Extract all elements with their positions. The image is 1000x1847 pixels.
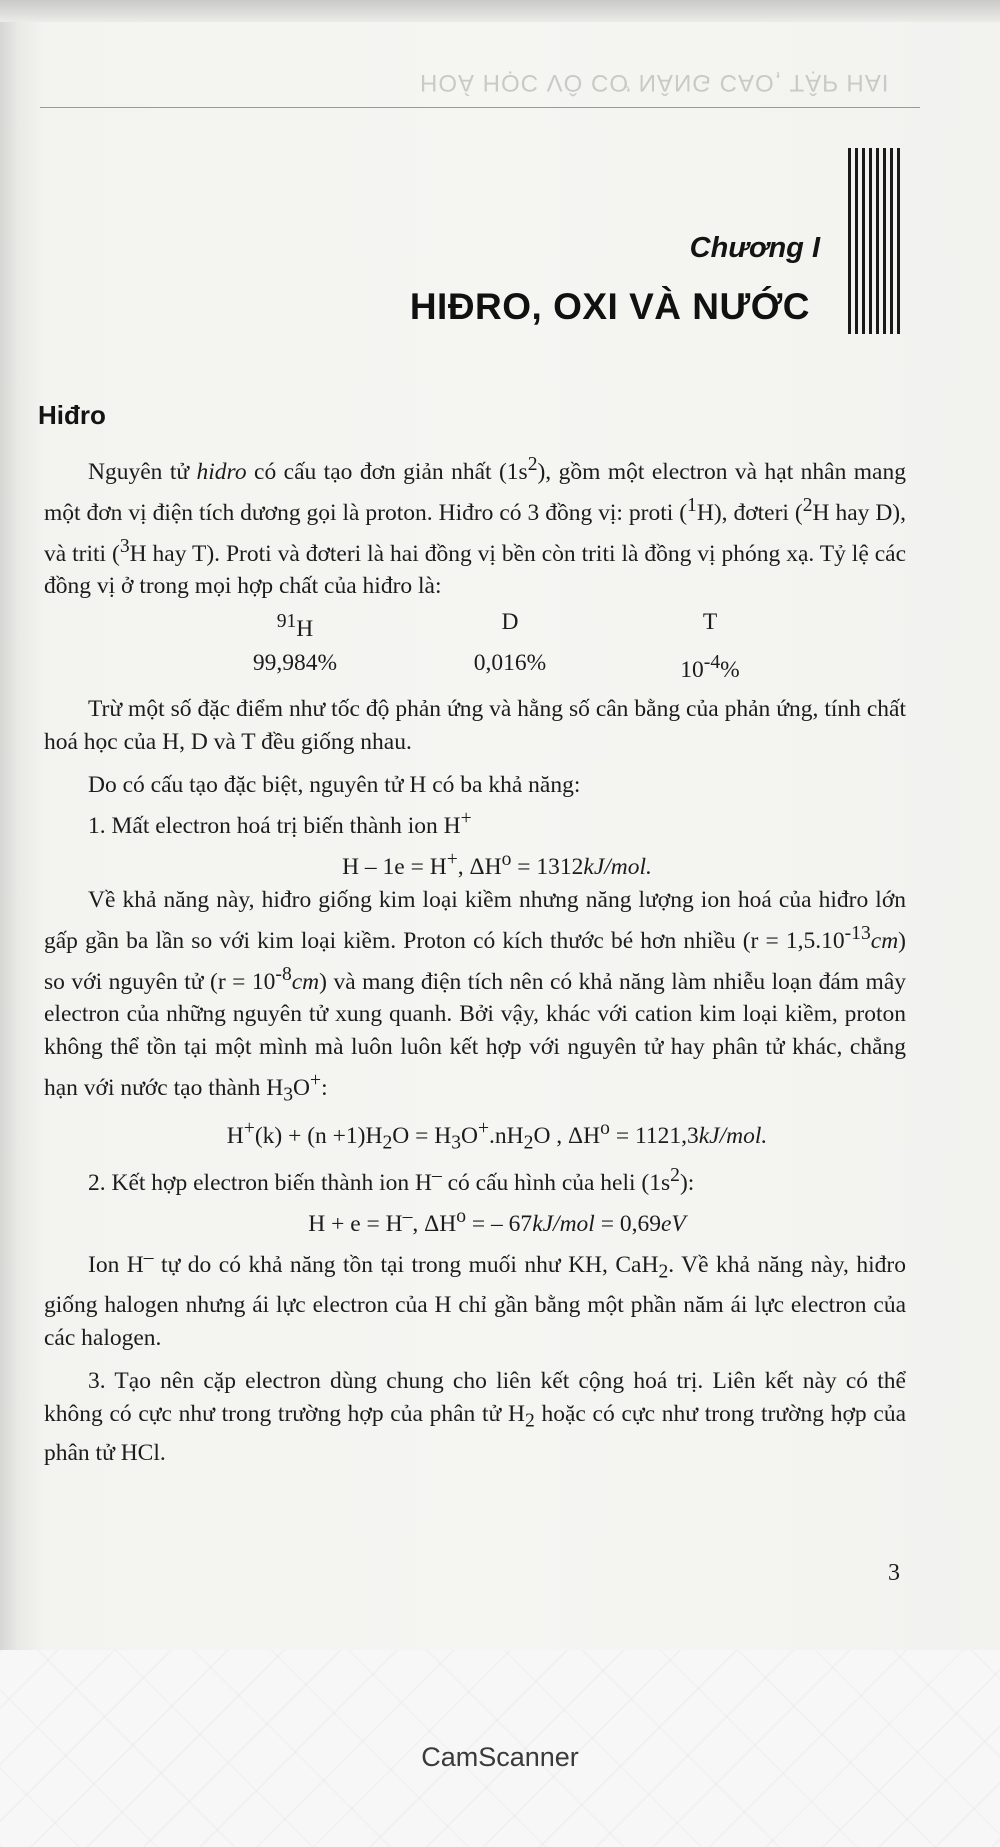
isotope-d-label: D xyxy=(501,609,519,636)
isotope-t-label: T xyxy=(702,609,718,636)
paragraph-proton: Về khả năng này, hiđro giống kim loại kiềm nhưng năng lượng ion hoá của hiđro lớn gấp gần ba lần so với kim loại kiềm. Proton có kích thước bé hơn nhiều $(r = 1,5.10^{-13}cm)$ so với nguyên tử $(r = 10^{-8}cm)$ và mang điện tích nên có khả năng làm nhiễu loạn đám mây electron của những nguyên tử xung quanh. Bởi vậy, khác với cation kim loại kiềm, proton không thể tồn tại một mình mà luôn luôn kết hợp với nguyên tử hay phân tử khác, chẳng hạn với nước tạo thành $H_3O^+$: xyxy=(44,886,907,1106)
chapter-decor-bars xyxy=(848,148,900,334)
paragraph-hydride-ion: Ion H– tự do có khả năng tồn tại trong muối như KH, CaH$_2$. Về khả năng này, hiđro giống halogen nhưng ái lực electron của H chỉ gần bằng một phần năm ái lực electron của các halogen. xyxy=(44,1247,906,1351)
paragraph-isotope-properties: Trừ một số đặc điểm như tốc độ phản ứng và hằng số cân bằng của phản ứng, tính chất hoá học của H, D và T đều giống nhau. xyxy=(44,696,906,756)
isotope-table xyxy=(84,605,906,687)
equation-hydride: H + e = H–, $\Delta H^o$ = – 67kJ/mol = 0,69eV xyxy=(308,1206,686,1238)
ability-2: 2. Kết hợp electron biến thành ion H– có cấu hình của heli $(1s^2)$: xyxy=(88,1165,695,1197)
paragraph-three-abilities: Do có cấu tạo đặc biệt, nguyên tử H có ba khả năng: xyxy=(88,772,581,799)
equation-ionization: H – 1e = H+, $\Delta H^o = 1312kJ/mol$. xyxy=(342,848,652,880)
isotope-h-percent: 99,984% xyxy=(252,650,338,677)
page-top-edge xyxy=(0,0,1000,22)
section-heading: Hiđro xyxy=(38,400,106,430)
camscanner-watermark: CamScanner xyxy=(421,1742,579,1772)
header-rule xyxy=(40,107,920,108)
chapter-title: HIĐRO, OXI VÀ NƯỚC xyxy=(409,286,810,327)
isotope-t-percent: $10^{-4}\%$ xyxy=(680,652,740,684)
paragraph-intro: Nguyên tử hidro có cấu tạo đơn giản nhất $(1s^2)$, gồm một electron và hạt nhân mang một đơn vị điện tích dương gọi là proton. Hiđro có 3 đồng vị: proti ($^1$H), đơteri ($^2$H hay D), và triti ($^3$H hay T). Proti và đơteri là hai đồng vị bền còn triti là đồng vị phóng xạ. Tỷ lệ các đồng vị ở trong mọi hợp chất của hiđro là: xyxy=(44,454,906,600)
ability-3: 3. Tạo nên cặp electron dùng chung cho liên kết cộng hoá trị. Liên kết này có thể không có cực như trong trường hợp của phân tử $H_2$ hoặc có cực như trong trường hợp của phân tử HCl. xyxy=(44,1367,906,1467)
chapter-label: Chương I xyxy=(689,232,820,264)
ability-1: 1. Mất electron hoá trị biến thành ion H+ xyxy=(88,808,472,839)
body-text xyxy=(44,448,906,1470)
isotope-d-percent: 0,016% xyxy=(473,650,547,677)
page-number: 3 xyxy=(888,1560,900,1586)
isotope-h-label: $^{91}$H xyxy=(276,611,314,643)
running-head-bleedthrough: HOÁ HỌC VÔ CƠ NÂNG CAO, TẬP HAI xyxy=(420,69,890,96)
scanner-footer xyxy=(0,1650,1000,1847)
equation-hydronium: $H^+(k) + (n +1)H_2O = H_3O^+.nH_2O$ , $\Delta H^o = 1121,3kJ/mol$. xyxy=(226,1117,768,1154)
